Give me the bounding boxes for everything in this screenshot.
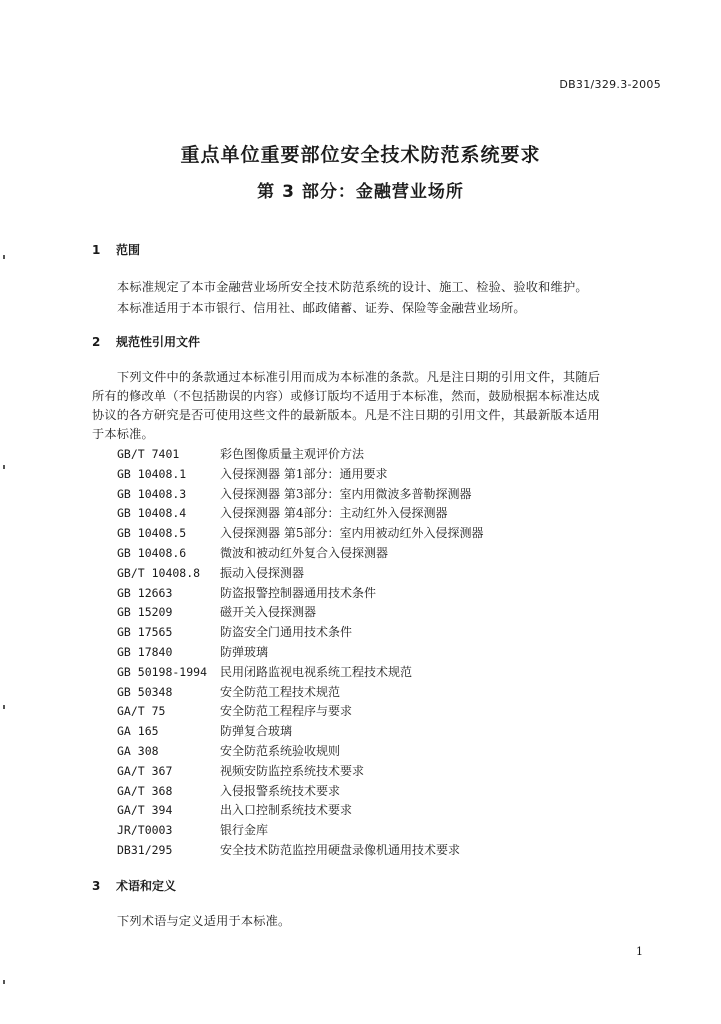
- reference-item: [117, 801, 483, 821]
- reference-code: GB 10408.3: [117, 486, 187, 501]
- reference-title: 安全技术防范监控用硬盘录像机通用技术要求: [220, 842, 461, 857]
- section-number: 2: [92, 335, 101, 349]
- reference-code: DB31/295: [117, 842, 173, 857]
- reference-item: [117, 445, 483, 465]
- section-title: 规范性引用文件: [116, 335, 201, 349]
- reference-code: GA/T 394: [117, 803, 173, 818]
- scan-edge-mark: [3, 255, 5, 259]
- section-heading-scope: [92, 241, 140, 258]
- reference-code: GA/T 368: [117, 783, 173, 798]
- scan-edge-mark: [3, 465, 5, 469]
- reference-title: 入侵探测器 第4部分：主动红外入侵探测器: [220, 506, 448, 521]
- reference-item: [117, 524, 483, 544]
- reference-code: GB/T 7401: [117, 447, 180, 461]
- scope-paragraph-2: 本标准适用于本市银行、信用社、邮政储蓄、证券、保险等金融营业场所。: [117, 301, 526, 315]
- reference-item: [117, 841, 483, 861]
- section-heading-terms: [92, 877, 176, 894]
- document-title: 重点单位重要部位安全技术防范系统要求: [180, 144, 541, 166]
- section-number: 3: [92, 879, 101, 893]
- reference-title: 安全防范系统验收规则: [220, 743, 341, 758]
- reference-title: 银行金库: [220, 823, 269, 838]
- reference-item: [117, 821, 483, 841]
- reference-item: [117, 504, 483, 524]
- reference-code: GA/T 367: [117, 763, 173, 778]
- reference-title: 安全防范工程技术规范: [220, 684, 341, 699]
- page-number: 1: [636, 945, 643, 958]
- reference-code: GB 12663: [117, 585, 173, 600]
- reference-code: GA/T 75: [117, 704, 166, 719]
- reference-item: [117, 762, 483, 782]
- reference-item: [117, 485, 483, 505]
- reference-title: 入侵报警系统技术要求: [220, 783, 341, 798]
- reference-code: GA 165: [117, 724, 159, 739]
- reference-title: 防弹玻璃: [220, 644, 269, 659]
- section-heading-normative-references: [92, 333, 200, 350]
- reference-title: 入侵探测器 第1部分：通用要求: [220, 466, 388, 481]
- section-title: 术语和定义: [116, 879, 177, 893]
- reference-code: GB/T 10408.8: [117, 565, 201, 580]
- normative-paragraph-line-1: 下列文件中的条款通过本标准引用而成为本标准的条款。凡是注日期的引用文件，其随后: [117, 370, 601, 384]
- normative-paragraph-line-4: 于本标准。: [92, 427, 154, 441]
- reference-code: GA 308: [117, 743, 159, 758]
- section-title: 范围: [116, 243, 141, 257]
- reference-title: 防盗安全门通用技术条件: [220, 625, 353, 640]
- doc-code: DB31/329.3-2005: [559, 78, 661, 91]
- terms-intro: 下列术语与定义适用于本标准。: [117, 914, 291, 928]
- section-number: 1: [92, 243, 101, 257]
- reference-item: [117, 584, 483, 604]
- reference-code: GB 10408.6: [117, 545, 187, 560]
- reference-title: 磁开关入侵探测器: [220, 605, 317, 620]
- reference-code: GB 50198-1994: [117, 664, 208, 679]
- scan-edge-mark: [3, 980, 5, 984]
- scan-edge-mark: [3, 705, 5, 709]
- reference-item: [117, 643, 483, 663]
- reference-item: [117, 564, 483, 584]
- normative-paragraph-line-3: 协议的各方研究是否可使用这些文件的最新版本。凡是不注日期的引用文件，其最新版本适用: [92, 408, 600, 422]
- reference-title: 安全防范工程程序与要求: [220, 704, 353, 719]
- reference-item: [117, 782, 483, 802]
- normative-paragraph-line-2: 所有的修改单（不包括勘误的内容）或修订版均不适用于本标准，然而，鼓励根据本标准达成: [92, 389, 600, 403]
- reference-code: GB 10408.5: [117, 526, 187, 541]
- reference-code: GB 10408.4: [117, 506, 187, 521]
- reference-title: 防弹复合玻璃: [220, 724, 293, 739]
- reference-list: [117, 445, 483, 861]
- document-subtitle: 第 3 部分：金融营业场所: [257, 182, 464, 202]
- reference-item: [117, 465, 483, 485]
- reference-title: 出入口控制系统技术要求: [220, 803, 353, 818]
- reference-item: [117, 702, 483, 722]
- reference-item: [117, 683, 483, 703]
- reference-title: 民用闭路监视电视系统工程技术规范: [220, 664, 413, 679]
- reference-item: [117, 663, 483, 683]
- reference-code: GB 50348: [117, 684, 173, 699]
- reference-code: GB 17840: [117, 644, 173, 659]
- reference-item: [117, 722, 483, 742]
- reference-code: GB 10408.1: [117, 466, 187, 481]
- reference-title: 微波和被动红外复合入侵探测器: [220, 545, 389, 560]
- reference-item: [117, 544, 483, 564]
- reference-title: 防盗报警控制器通用技术条件: [220, 585, 377, 600]
- reference-item: [117, 603, 483, 623]
- reference-title: 视频安防监控系统技术要求: [220, 763, 365, 778]
- reference-code: GB 15209: [117, 605, 173, 620]
- reference-title: 振动入侵探测器: [220, 565, 305, 580]
- reference-title: 入侵探测器 第5部分：室内用被动红外入侵探测器: [220, 526, 484, 541]
- reference-item: [117, 623, 483, 643]
- reference-title: 彩色图像质量主观评价方法: [220, 447, 365, 461]
- reference-code: JR/T0003: [117, 823, 173, 838]
- reference-title: 入侵探测器 第3部分：室内用微波多普勒探测器: [220, 486, 472, 501]
- reference-item: [117, 742, 483, 762]
- reference-code: GB 17565: [117, 625, 173, 640]
- scope-paragraph-1: 本标准规定了本市金融营业场所安全技术防范系统的设计、施工、检验、验收和维护。: [117, 280, 588, 294]
